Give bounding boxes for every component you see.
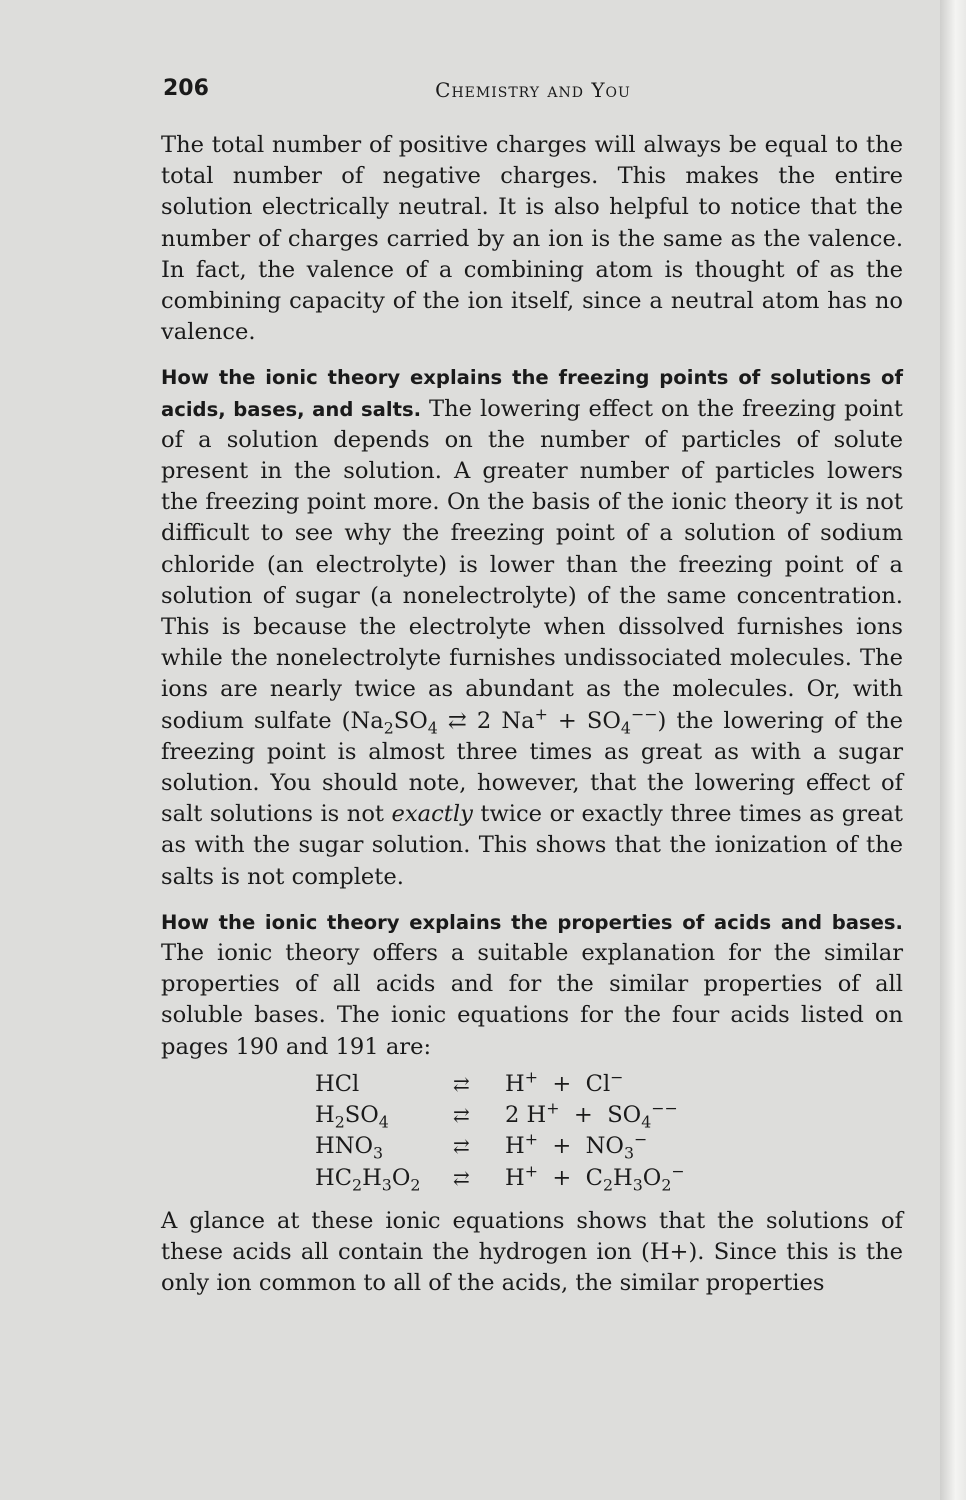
emphasis-exactly: exactly: [391, 801, 473, 828]
section-heading-acids-bases: How the ionic theory explains the properties of acids and bases.: [161, 910, 903, 934]
paragraph-acids-bases: [161, 907, 903, 1063]
equation-lhs: $HC_2H_3O_2$: [315, 1164, 421, 1195]
page-header: [163, 76, 903, 108]
equation-row: [315, 1069, 685, 1100]
equilibrium-arrow-icon: ⇄: [453, 1103, 470, 1128]
acids-bases-text: The ionic theory offers a suitable explanation for the similar properties of all acids and for the similar properties of all soluble bases. The ionic equations for the four acids listed on pages 190 and 191 are:: [161, 940, 903, 1060]
equation-lhs: HCl: [315, 1070, 360, 1097]
page-edge: [940, 0, 966, 1500]
freezing-text-a: The lowering effect on the freezing point of a solution depends on the number of particles of solute present in the solution. A greater number of particles lowers the freezing point more. On the basis of the ionic theory it is not difficult to see why the freezing point of a solution of sodium chloride (an electrolyte) is lower than the freezing point of a solution of sugar (a nonelectrolyte) of the same concentration. This is because the electrolyte when dissolved furnishes ions while the nonelectrolyte furnishes undissociated molecules. The ions are nearly twice as abundant as the molecules. Or, with sodium sulfate (: [161, 395, 903, 734]
equation-rhs: $H^+ + C_2H_3O_2^-$: [505, 1160, 685, 1195]
equilibrium-arrow-icon: ⇄: [453, 1071, 470, 1096]
body-text: [161, 130, 903, 1313]
freezing-text-c: twice or exactly three times as great as with the sugar solution. This shows that the ionization of the salts is not complete.: [161, 801, 903, 890]
equation-rhs: $H^+ + NO_3^-$: [505, 1129, 648, 1163]
equation-lhs: $HNO_3$: [315, 1133, 384, 1163]
paragraph-freezing-points: [161, 362, 903, 892]
equation-row: [315, 1100, 685, 1131]
paragraph-hydrogen-ion: A glance at these ionic equations shows that the solutions of these acids all contain the hydrogen ion (H+). Since this is the only ion common to all of the acids, the similar properties: [161, 1207, 903, 1297]
page-number: 206: [163, 76, 209, 101]
equation-lhs: $H_2SO_4$: [315, 1102, 389, 1132]
equation-rhs: 2 $H^+ + SO_4^{--}$: [505, 1098, 678, 1132]
freezing-text-b: ) the lowering of the freezing point is almost three times as great as with a sugar solution. You should note, however, that the lowering effect of salt solutions is not: [161, 707, 904, 828]
sodium-sulfate-formula: $Na_2SO_4$ ⇄ 2 $Na^+ + SO_4^{--}$: [350, 704, 658, 738]
equation-rhs: H+ + Cl−: [505, 1067, 624, 1097]
equilibrium-arrow-icon: ⇄: [453, 1165, 470, 1190]
equation-row: [315, 1131, 685, 1162]
section-heading-freezing-points: How the ionic theory explains the freezing points of solutions of acids, bases, and salts.: [161, 366, 903, 421]
equilibrium-arrow-icon: ⇄: [453, 1134, 470, 1159]
equilibrium-arrow-icon: ⇄: [447, 707, 467, 734]
running-title: Chemistry and You: [435, 78, 631, 102]
paragraph-charges: The total number of positive charges will always be equal to the total number of negative charges. This makes the entire solution electrically neutral. It is also helpful to notice that the number of charges carried by an ion is the same as the valence. In fact, the valence of a combining atom is thought of as the combining capacity of the ion itself, since a neutral atom has no valence.: [161, 132, 903, 346]
ionic-equations: [315, 1069, 685, 1194]
equation-row: [315, 1163, 685, 1194]
